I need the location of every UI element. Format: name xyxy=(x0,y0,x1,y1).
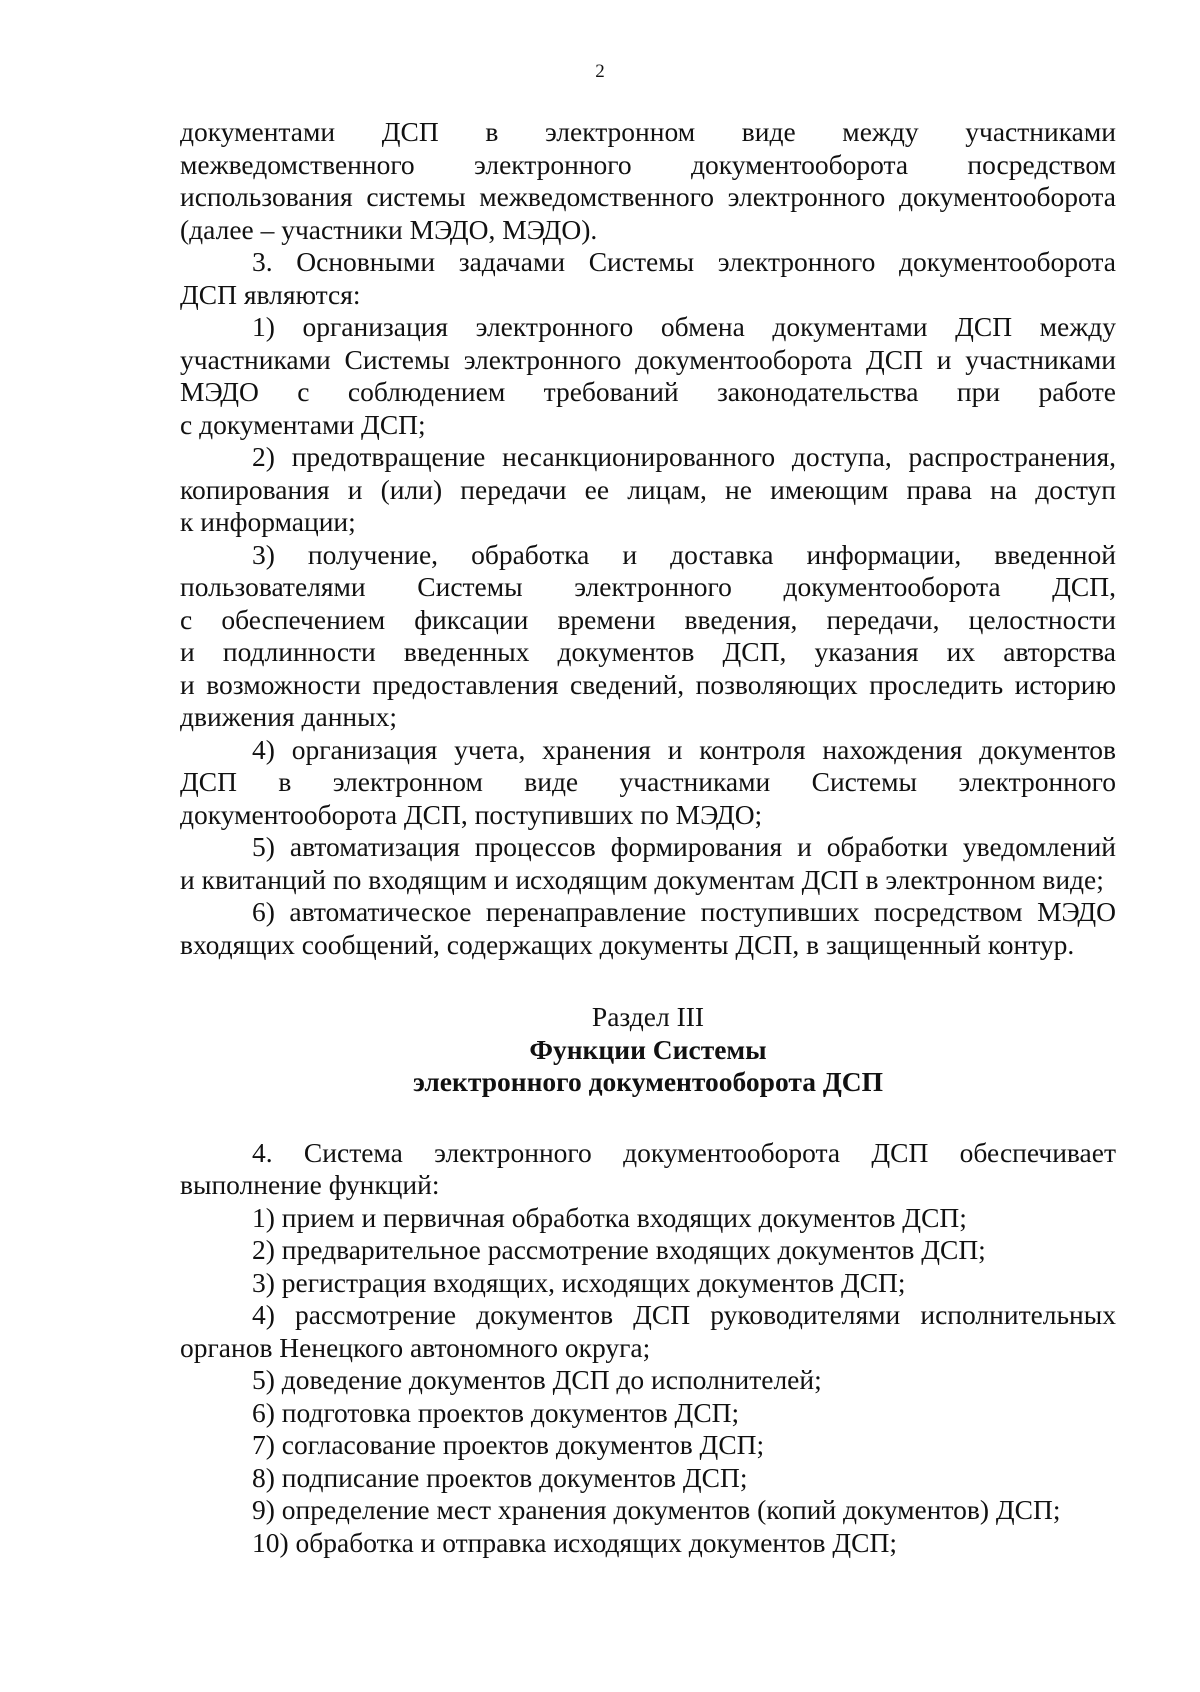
text-line: 4) организация учета, хранения и контроля нахождения документов xyxy=(252,733,1116,765)
section-heading xyxy=(180,1001,1116,1099)
text-line: (далее – участники МЭДО, МЭДО). xyxy=(180,213,598,245)
section-title-line-2: электронного документооборота ДСП xyxy=(412,1066,883,1097)
text-line: 8) подписание проектов документов ДСП; xyxy=(252,1461,748,1493)
text-line: и возможности предоставления сведений, позволяющих проследить историю xyxy=(180,668,1116,700)
text-line: движения данных; xyxy=(180,701,397,732)
text-line: МЭДО с соблюдением требований законодательства при работе xyxy=(180,376,1116,407)
text-line: 5) доведение документов ДСП до исполнителей; xyxy=(252,1364,822,1395)
text-line: копирования и (или) передачи ее лицам, не имеющим права на доступ xyxy=(180,473,1116,505)
text-line: входящих сообщений, содержащих документы ДСП, в защищенный контур. xyxy=(180,928,1075,960)
page-number: 2 xyxy=(595,61,605,82)
text-line: 3) получение, обработка и доставка информации, введенной xyxy=(252,538,1116,570)
text-line: и квитанций по входящим и исходящим документам ДСП в электронном виде; xyxy=(180,863,1104,895)
text-line: 6) подготовка проектов документов ДСП; xyxy=(252,1396,740,1428)
section-number: Раздел III xyxy=(591,1001,705,1032)
text-line: с обеспечением фиксации времени введения, передачи, целостности xyxy=(180,603,1116,635)
text-line: выполнение функций: xyxy=(180,1169,440,1200)
text-line: к информации; xyxy=(180,506,356,537)
text-line: 9) определение мест хранения документов (копий документов) ДСП; xyxy=(252,1494,1061,1525)
paragraphs-bottom xyxy=(180,1137,1116,1560)
text-line: 10) обработка и отправка исходящих документов ДСП; xyxy=(252,1526,898,1558)
text-line: 6) автоматическое перенаправление поступивших посредством МЭДО xyxy=(252,896,1116,927)
text-line: 5) автоматизация процессов формирования и обработки уведомлений xyxy=(252,831,1116,862)
section-title-line-1: Функции Системы xyxy=(529,1033,767,1065)
text-line: 4) рассмотрение документов ДСП руководителями исполнительных xyxy=(252,1299,1116,1330)
text-line: ДСП в электронном виде участниками Системы электронного xyxy=(180,766,1116,797)
text-line: 3. Основными задачами Системы электронного документооборота xyxy=(252,246,1116,277)
text-line: 3) регистрация входящих, исходящих документов ДСП; xyxy=(252,1266,906,1298)
document-body xyxy=(180,116,1116,1559)
text-line: и подлинности введенных документов ДСП, указания их авторства xyxy=(180,636,1116,667)
text-line: пользователями Системы электронного документооборота ДСП, xyxy=(180,571,1116,602)
text-line: с документами ДСП; xyxy=(180,408,426,440)
text-line: 4. Система электронного документооборота ДСП обеспечивает xyxy=(252,1136,1116,1168)
text-line: 1) организация электронного обмена документами ДСП между xyxy=(252,311,1116,342)
text-line: ДСП являются: xyxy=(180,278,361,310)
paragraphs-top xyxy=(180,116,1116,961)
text-line: 2) предотвращение несанкционированного доступа, распространения, xyxy=(252,441,1116,472)
text-line: документами ДСП в электронном виде между участниками xyxy=(180,116,1116,147)
text-line: 1) прием и первичная обработка входящих документов ДСП; xyxy=(252,1201,967,1233)
text-line: 2) предварительное рассмотрение входящих документов ДСП; xyxy=(252,1234,986,1265)
text-line: участниками Системы электронного документооборота ДСП и участниками xyxy=(180,343,1116,375)
text-line: использования системы межведомственного электронного документооборота xyxy=(180,181,1116,212)
text-line: документооборота ДСП, поступивших по МЭДО; xyxy=(180,798,763,830)
text-line: органов Ненецкого автономного округа; xyxy=(180,1331,651,1363)
text-line: 7) согласование проектов документов ДСП; xyxy=(252,1429,765,1460)
text-line: межведомственного электронного документооборота посредством xyxy=(180,148,1116,180)
